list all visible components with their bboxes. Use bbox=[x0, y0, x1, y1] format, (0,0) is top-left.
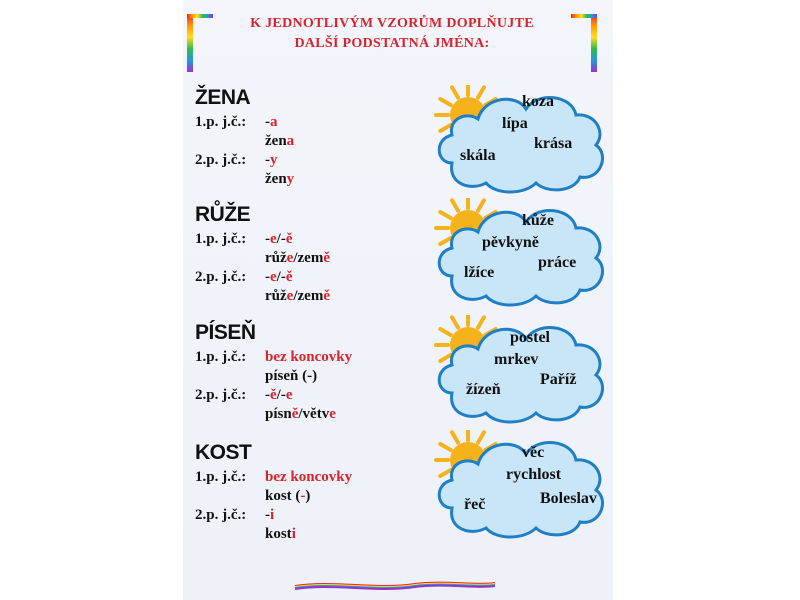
section-heading: RŮŽE bbox=[195, 203, 251, 226]
rainbow-border-top-left bbox=[187, 14, 213, 18]
example-row bbox=[195, 367, 415, 386]
cloud-word: lípa bbox=[502, 115, 528, 132]
case-label: 1.p. j.č.: bbox=[195, 469, 247, 485]
case-row bbox=[195, 113, 415, 132]
case-label: 1.p. j.č.: bbox=[195, 114, 247, 130]
rainbow-border-top-right bbox=[571, 14, 597, 18]
text-part: - bbox=[265, 507, 270, 523]
title-frame bbox=[187, 14, 597, 72]
case-label: 2.p. j.č.: bbox=[195, 387, 247, 403]
text-part: - bbox=[265, 231, 270, 247]
text-part: žen bbox=[265, 171, 287, 187]
cloud-word: koza bbox=[522, 93, 554, 110]
rainbow-wave-decoration bbox=[295, 578, 495, 590]
case-row bbox=[195, 348, 415, 367]
cloud-card-pisen bbox=[430, 315, 610, 430]
case-label: 1.p. j.č.: bbox=[195, 349, 247, 365]
text-part: /zem bbox=[293, 250, 324, 266]
cloud-word: věc bbox=[522, 444, 545, 461]
cloud-word: kůže bbox=[522, 212, 554, 229]
case-label: 2.p. j.č.: bbox=[195, 152, 247, 168]
ending-highlight: a bbox=[286, 133, 295, 149]
cloud-word: Paříž bbox=[540, 371, 577, 388]
text-part: růž bbox=[265, 288, 287, 304]
case-label: 2.p. j.č.: bbox=[195, 507, 247, 523]
text-part: kost bbox=[265, 526, 292, 542]
ending-highlight: ě bbox=[270, 387, 277, 403]
cloud-word: krása bbox=[534, 135, 573, 152]
section-heading: ŽENA bbox=[195, 86, 251, 109]
cloud-card-zena bbox=[430, 85, 610, 200]
example-row bbox=[195, 405, 415, 424]
text-part: písn bbox=[265, 406, 292, 422]
ending-highlight: a bbox=[270, 114, 278, 130]
example-row bbox=[195, 249, 415, 268]
case-row bbox=[195, 506, 415, 525]
section-zena bbox=[195, 86, 415, 189]
cloud-word: lžíce bbox=[464, 264, 495, 281]
ending-highlight: y bbox=[270, 152, 278, 168]
section-pisen bbox=[195, 321, 415, 424]
ending-highlight: e bbox=[329, 406, 336, 422]
title-line-2: DALŠÍ PODSTATNÁ JMÉNA: bbox=[294, 36, 490, 51]
text-part: /- bbox=[276, 387, 286, 403]
cloud-word: rychlost bbox=[506, 466, 562, 483]
cloud-word: práce bbox=[538, 254, 577, 271]
example-row bbox=[195, 487, 415, 506]
example-row bbox=[195, 132, 415, 151]
case-label: 2.p. j.č.: bbox=[195, 269, 247, 285]
text-part: žen bbox=[265, 133, 287, 149]
ending-highlight: e bbox=[270, 231, 277, 247]
cloud-word: skála bbox=[460, 147, 496, 164]
cloud-word: mrkev bbox=[494, 351, 539, 368]
case-label: 1.p. j.č.: bbox=[195, 231, 247, 247]
ending-highlight: ě bbox=[323, 288, 330, 304]
cloud-card-kost bbox=[430, 430, 610, 545]
ending-highlight: e bbox=[286, 250, 294, 266]
rainbow-border-right bbox=[591, 14, 597, 72]
text-part: kost ( bbox=[265, 488, 301, 504]
title-line-1: K JEDNOTLIVÝM VZORŮM DOPLŇUJTE bbox=[250, 16, 534, 31]
case-row bbox=[195, 468, 415, 487]
text-part: /- bbox=[276, 269, 286, 285]
cloud-word: žízeň bbox=[466, 381, 501, 398]
case-row bbox=[195, 268, 415, 287]
section-ruze bbox=[195, 203, 415, 306]
ending-highlight: bez koncovky bbox=[265, 349, 353, 365]
case-row bbox=[195, 151, 415, 170]
cloud-card-ruze bbox=[430, 198, 610, 313]
text-part: ) bbox=[305, 488, 311, 504]
cloud-word: pěvkyně bbox=[482, 234, 539, 251]
ending-highlight: ě bbox=[285, 231, 293, 247]
example-row bbox=[195, 525, 415, 544]
text-part: - bbox=[265, 114, 270, 130]
text-part: /zem bbox=[293, 288, 324, 304]
ending-highlight: ě bbox=[323, 250, 330, 266]
ending-highlight: e bbox=[285, 387, 293, 403]
case-row bbox=[195, 386, 415, 405]
text-part: - bbox=[265, 152, 270, 168]
text-part: - bbox=[265, 269, 270, 285]
rainbow-border-left bbox=[187, 14, 193, 72]
section-heading: PÍSEŇ bbox=[195, 321, 256, 344]
case-row bbox=[195, 230, 415, 249]
ending-highlight: i bbox=[291, 526, 296, 542]
page-title bbox=[215, 14, 569, 54]
ending-highlight: e bbox=[286, 288, 294, 304]
section-kost bbox=[195, 441, 415, 544]
text-part: - bbox=[265, 387, 270, 403]
text-part: /větv bbox=[298, 406, 330, 422]
cloud-word: postel bbox=[510, 329, 550, 346]
cloud-word: řeč bbox=[464, 496, 486, 513]
section-heading: KOST bbox=[195, 441, 252, 464]
ending-highlight: e bbox=[270, 269, 277, 285]
ending-highlight: y bbox=[286, 171, 295, 187]
ending-highlight: bez koncovky bbox=[265, 469, 353, 485]
ending-highlight: ě bbox=[291, 406, 299, 422]
ending-highlight: i bbox=[270, 507, 275, 523]
ending-highlight: - bbox=[300, 488, 306, 504]
ending-highlight: ě bbox=[285, 269, 293, 285]
example-row bbox=[195, 287, 415, 306]
example-row bbox=[195, 170, 415, 189]
text-part: píseň (-) bbox=[265, 368, 318, 384]
text-part: růž bbox=[265, 250, 287, 266]
text-part: /- bbox=[276, 231, 286, 247]
cloud-word: Boleslav bbox=[540, 490, 597, 507]
